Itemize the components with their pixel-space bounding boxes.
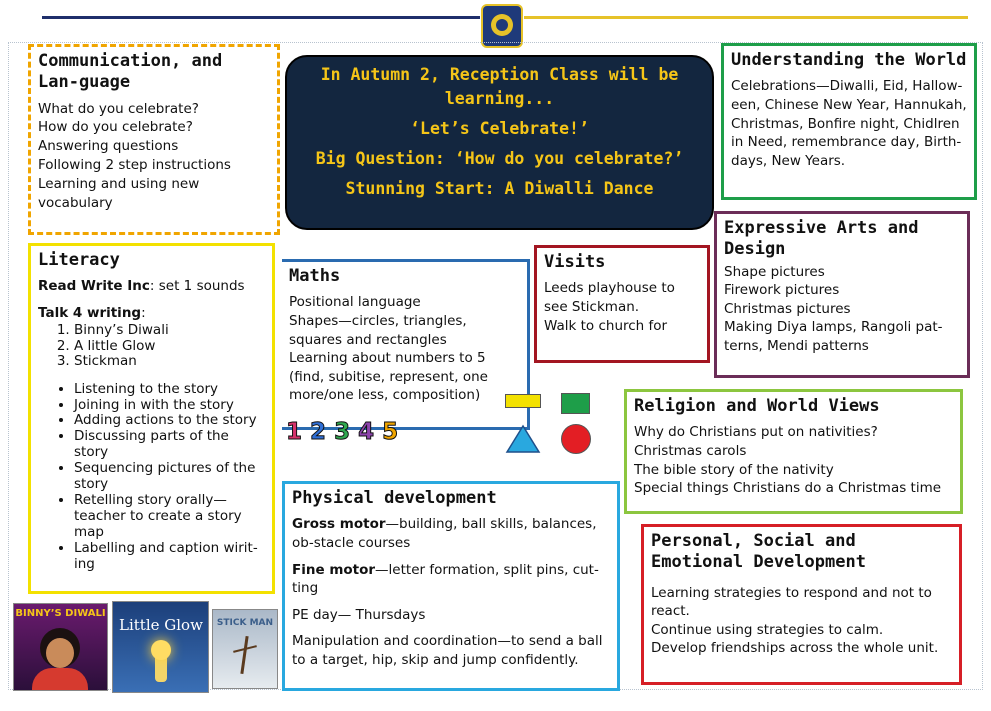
- topic-banner: [285, 55, 714, 230]
- communication-item: Learning and using new vocabulary: [38, 176, 200, 211]
- pse-line: Continue using strategies to calm.: [651, 621, 884, 638]
- visits-title: Visits: [544, 252, 606, 272]
- visits-line: Leeds playhouse to see Stickman.: [544, 280, 675, 315]
- communication-title: Communication, and Lan-guage: [38, 51, 223, 93]
- literacy-book: 3. Stickman: [74, 354, 265, 370]
- little-glow-cover: [112, 601, 209, 693]
- binnys-diwali-cover: [13, 603, 108, 691]
- talk4writing-label: Talk 4 writing: [38, 305, 142, 322]
- fine-motor-text: —letter formation, split pins, cut-ting: [292, 561, 599, 597]
- stick-man-cover-title: STICK MAN: [216, 618, 274, 628]
- maths-box: [282, 259, 530, 430]
- communication-item: Answering questions: [38, 138, 179, 155]
- expressive-arts-title: Expressive Arts and Design: [724, 218, 919, 260]
- red-circle-icon: [561, 424, 591, 454]
- rwi-text: : set 1 sounds: [149, 278, 245, 295]
- expressive-line: Christmas pictures: [724, 300, 851, 317]
- literacy-activity-list: [38, 382, 265, 573]
- expressive-line: Making Diya lamps, Rangoli pat-terns, Mendi patterns: [724, 319, 943, 354]
- communication-item: Following 2 step instructions: [38, 157, 231, 174]
- yellow-rectangle-icon: [505, 394, 541, 408]
- little-glow-cover-title: Little Glow: [119, 616, 203, 634]
- expressive-line: Firework pictures: [724, 282, 840, 299]
- banner-intro: In Autumn 2, Reception Class will be learning...: [320, 65, 679, 108]
- pse-title: Personal, Social and Emotional Development: [651, 531, 866, 573]
- gross-motor-text: —building, ball skills, balances, ob-stacle courses: [292, 516, 597, 551]
- header-rule-right: [524, 16, 968, 19]
- literacy-activity: • Adding actions to the story: [74, 413, 265, 429]
- maths-line: Learning about numbers to 5 (find, subitise, represent, one more/one less, composition): [289, 350, 488, 404]
- manipulation-text: Manipulation and coordination—to send a ball to a target, hip, skip and jump confidently.: [292, 633, 603, 668]
- blue-triangle-icon: [505, 424, 541, 454]
- expressive-arts-box: [714, 211, 970, 378]
- pse-line: Learning strategies to respond and not to react.: [651, 584, 932, 620]
- banner-topic: ‘Let’s Celebrate!’: [410, 118, 589, 138]
- literacy-book: 2. A little Glow: [74, 339, 265, 355]
- understanding-title: Understanding the World: [731, 50, 967, 70]
- banner-big-question: Big Question: ‘How do you celebrate?’: [315, 148, 684, 168]
- understanding-text: Celebrations—Diwalli, Eid, Hallow-een, Chinese New Year, Hannukah, Christmas, Bonfire night, Chidlren in Need, remembrance day, Birth-days, New Years.: [731, 78, 967, 169]
- numbers-graphic: [286, 419, 398, 449]
- expressive-line: Shape pictures: [724, 263, 825, 280]
- literacy-box: [28, 243, 275, 594]
- maths-line: Shapes—circles, triangles, squares and rectangles: [289, 312, 467, 348]
- literacy-activity: • Listening to the story: [74, 382, 265, 398]
- green-square-icon: [561, 393, 590, 414]
- literacy-title: Literacy: [38, 250, 120, 270]
- religion-line: The bible story of the nativity: [634, 461, 834, 478]
- number-3: 3: [334, 419, 351, 445]
- religion-box: [624, 389, 963, 514]
- literacy-book-list: [38, 323, 265, 370]
- communication-item: What do you celebrate?: [38, 100, 199, 117]
- header-rule-left: [42, 16, 480, 19]
- number-2: 2: [310, 419, 327, 445]
- fine-motor-label: Fine motor: [292, 561, 376, 578]
- understanding-box: [721, 43, 977, 200]
- literacy-activity: • Discussing parts of the story: [74, 429, 265, 461]
- visits-box: [534, 245, 710, 363]
- number-1: 1: [286, 419, 303, 445]
- rwi-label: Read Write Inc: [38, 278, 150, 295]
- communication-item: How do you celebrate?: [38, 119, 193, 136]
- maths-title: Maths: [289, 266, 341, 286]
- pse-box: [641, 524, 962, 685]
- number-4: 4: [358, 419, 375, 445]
- literacy-book: 1. Binny’s Diwali: [74, 323, 265, 339]
- visits-line: Walk to church for: [544, 317, 668, 334]
- literacy-activity: • Joining in with the story: [74, 398, 265, 414]
- gross-motor-label: Gross motor: [292, 516, 386, 533]
- pse-line: Develop friendships across the whole unit.: [651, 640, 939, 657]
- physical-title: Physical development: [292, 488, 497, 508]
- banner-stunning-start: Stunning Start: A Diwalli Dance: [345, 178, 654, 198]
- communication-box: [28, 44, 280, 235]
- religion-title: Religion and World Views: [634, 396, 880, 416]
- maths-line: Positional language: [289, 294, 421, 311]
- religion-line: Special things Christians do a Christmas time: [634, 480, 942, 497]
- religion-line: Why do Christians put on nativities?: [634, 424, 878, 441]
- number-5: 5: [382, 419, 399, 445]
- literacy-activity: • Sequencing pictures of the story: [74, 461, 265, 493]
- binnys-diwali-cover-title: BINNY’S DIWALI: [15, 608, 106, 619]
- religion-line: Christmas carols: [634, 442, 747, 459]
- stick-man-cover: [212, 609, 278, 689]
- talk4writing-colon: :: [141, 305, 146, 322]
- pe-day: PE day— Thursdays: [292, 606, 426, 623]
- literacy-activity: • Labelling and caption wirit-ing: [74, 541, 265, 573]
- physical-box: [282, 481, 620, 691]
- literacy-activity: • Retelling story orally—teacher to create a story map: [74, 493, 265, 541]
